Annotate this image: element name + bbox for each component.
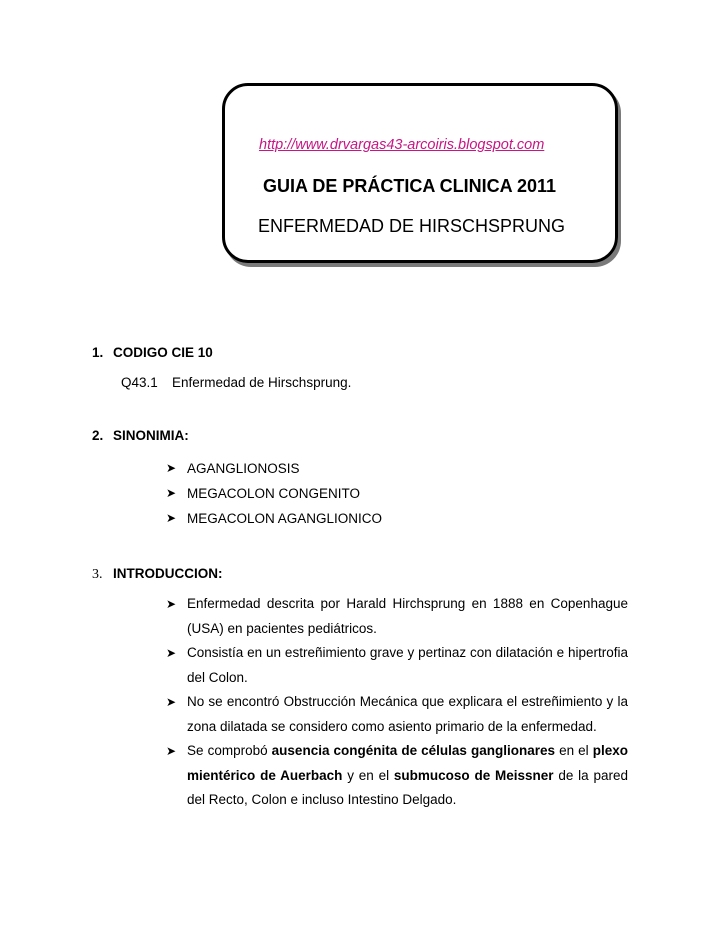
arrow-bullet-icon: ➤ — [166, 646, 177, 660]
section-3-heading — [92, 566, 223, 583]
emphasis-text: plexo mientérico de Auerbach — [187, 743, 628, 783]
section-title: INTRODUCCION: — [113, 566, 223, 581]
list-item: ➤ Enfermedad descrita por Harald Hirchsprung en 1888 en Copenhague (USA) en pacientes pediátricos. — [166, 592, 628, 641]
list-item: ➤ No se encontró Obstrucción Mecánica que explicara el estreñimiento y la zona dilatada se considero como asiento primario de la enfermedad. — [166, 690, 628, 739]
arrow-bullet-icon: ➤ — [166, 744, 177, 758]
section-1-heading — [92, 345, 213, 360]
cie-description: Enfermedad de Hirschsprung. — [172, 375, 352, 390]
section-2-heading — [92, 428, 189, 443]
section-title: CODIGO CIE 10 — [113, 345, 213, 360]
list-item: ➤ MEGACOLON CONGENITO — [166, 481, 382, 506]
list-item: ➤ AGANGLIONOSIS — [166, 456, 382, 481]
disease-title: ENFERMEDAD DE HIRSCHSPRUNG — [258, 216, 566, 236]
arrow-bullet-icon: ➤ — [166, 461, 177, 475]
list-item: ➤ Se comprobó ausencia congénita de células ganglionares en el plexo mientérico de Auerbach y en el submucoso de Meissner de la pared del Recto, Colon e incluso Intestino Delgado. — [166, 739, 628, 813]
arrow-bullet-icon: ➤ — [166, 511, 177, 525]
arrow-bullet-icon: ➤ — [166, 486, 177, 500]
list-item: ➤ Consistía en un estreñimiento grave y pertinaz con dilatación e hipertrofia del Colon. — [166, 641, 628, 690]
section-number: 3. — [92, 567, 103, 582]
arrow-bullet-icon: ➤ — [166, 695, 177, 709]
synonyms-list — [166, 456, 382, 531]
section-title: SINONIMIA: — [113, 428, 189, 443]
cie-code-line — [121, 375, 351, 390]
list-item: ➤ MEGACOLON AGANGLIONICO — [166, 506, 382, 531]
section-number: 1. — [92, 345, 104, 360]
arrow-bullet-icon: ➤ — [166, 597, 177, 611]
introduction-list — [166, 592, 628, 813]
blog-link[interactable]: http://www.drvargas43-arcoiris.blogspot.com — [259, 137, 545, 153]
cie-code: Q43.1 — [121, 375, 158, 390]
emphasis-text: submucoso de Meissner — [393, 767, 554, 783]
emphasis-text: ausencia congénita de células ganglionares — [271, 743, 556, 758]
section-number: 2. — [92, 428, 104, 443]
guide-title: GUIA DE PRÁCTICA CLINICA 2011 — [263, 176, 557, 196]
